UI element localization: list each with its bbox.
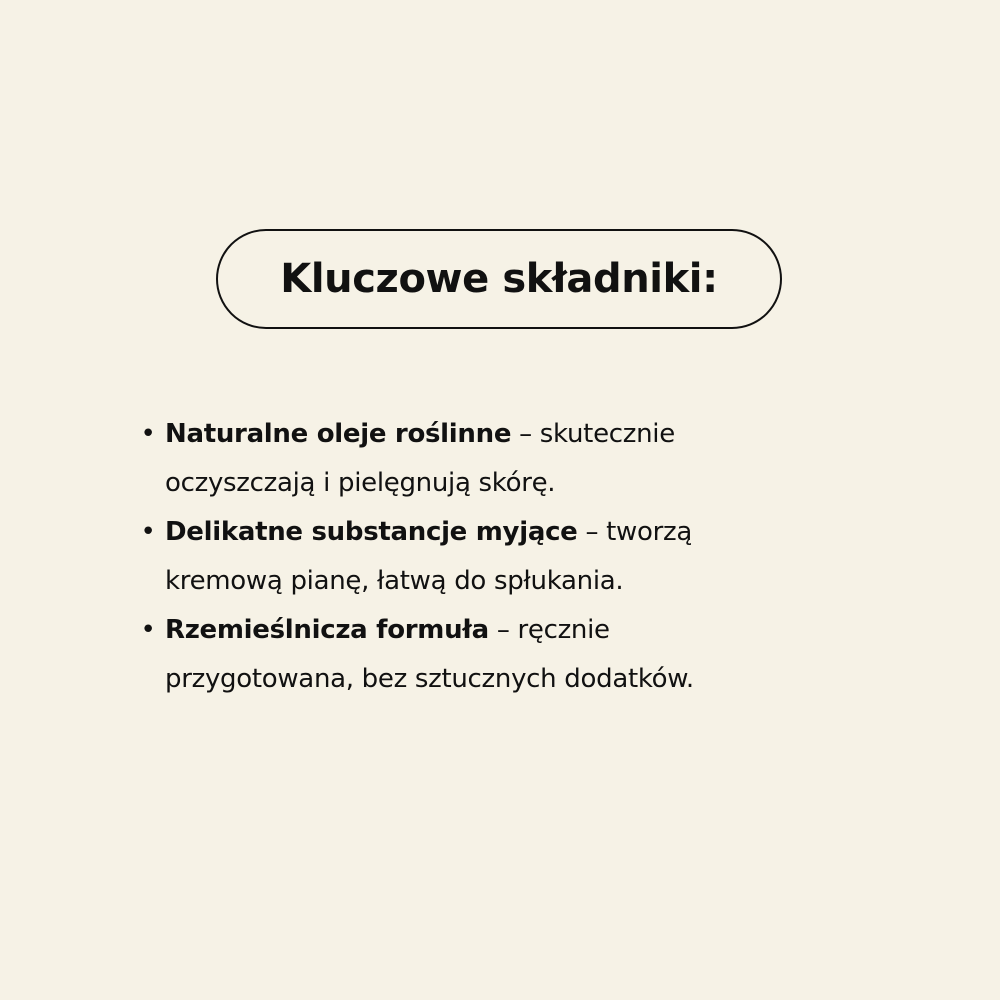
bullet-icon: • bbox=[140, 517, 156, 547]
ingredient-name: Rzemieślnicza formuła bbox=[165, 615, 489, 645]
ingredient-description-start: – tworzą bbox=[577, 517, 692, 547]
ingredient-description-end: oczyszczają i pielęgnują skórę. bbox=[165, 468, 556, 498]
list-item-line-1 bbox=[165, 606, 858, 655]
ingredient-name: Delikatne substancje myjące bbox=[165, 517, 578, 547]
ingredient-description-end: przygotowana, bez sztucznych dodatków. bbox=[165, 664, 694, 694]
ingredients-list bbox=[138, 410, 858, 704]
list-item bbox=[138, 508, 858, 606]
ingredient-description-start: – skutecznie bbox=[511, 419, 675, 449]
list-item bbox=[138, 606, 858, 704]
title-pill bbox=[216, 229, 782, 329]
list-item-line-1 bbox=[165, 508, 858, 557]
bullet-icon: • bbox=[140, 419, 156, 449]
list-item-line-1 bbox=[165, 410, 858, 459]
ingredient-name: Naturalne oleje roślinne bbox=[165, 419, 512, 449]
page-title: Kluczowe składniki: bbox=[280, 256, 718, 302]
ingredient-description-end: kremową pianę, łatwą do spłukania. bbox=[165, 566, 624, 596]
bullet-icon: • bbox=[140, 615, 156, 645]
list-item bbox=[138, 410, 858, 508]
ingredient-description-start: – ręcznie bbox=[488, 615, 610, 645]
